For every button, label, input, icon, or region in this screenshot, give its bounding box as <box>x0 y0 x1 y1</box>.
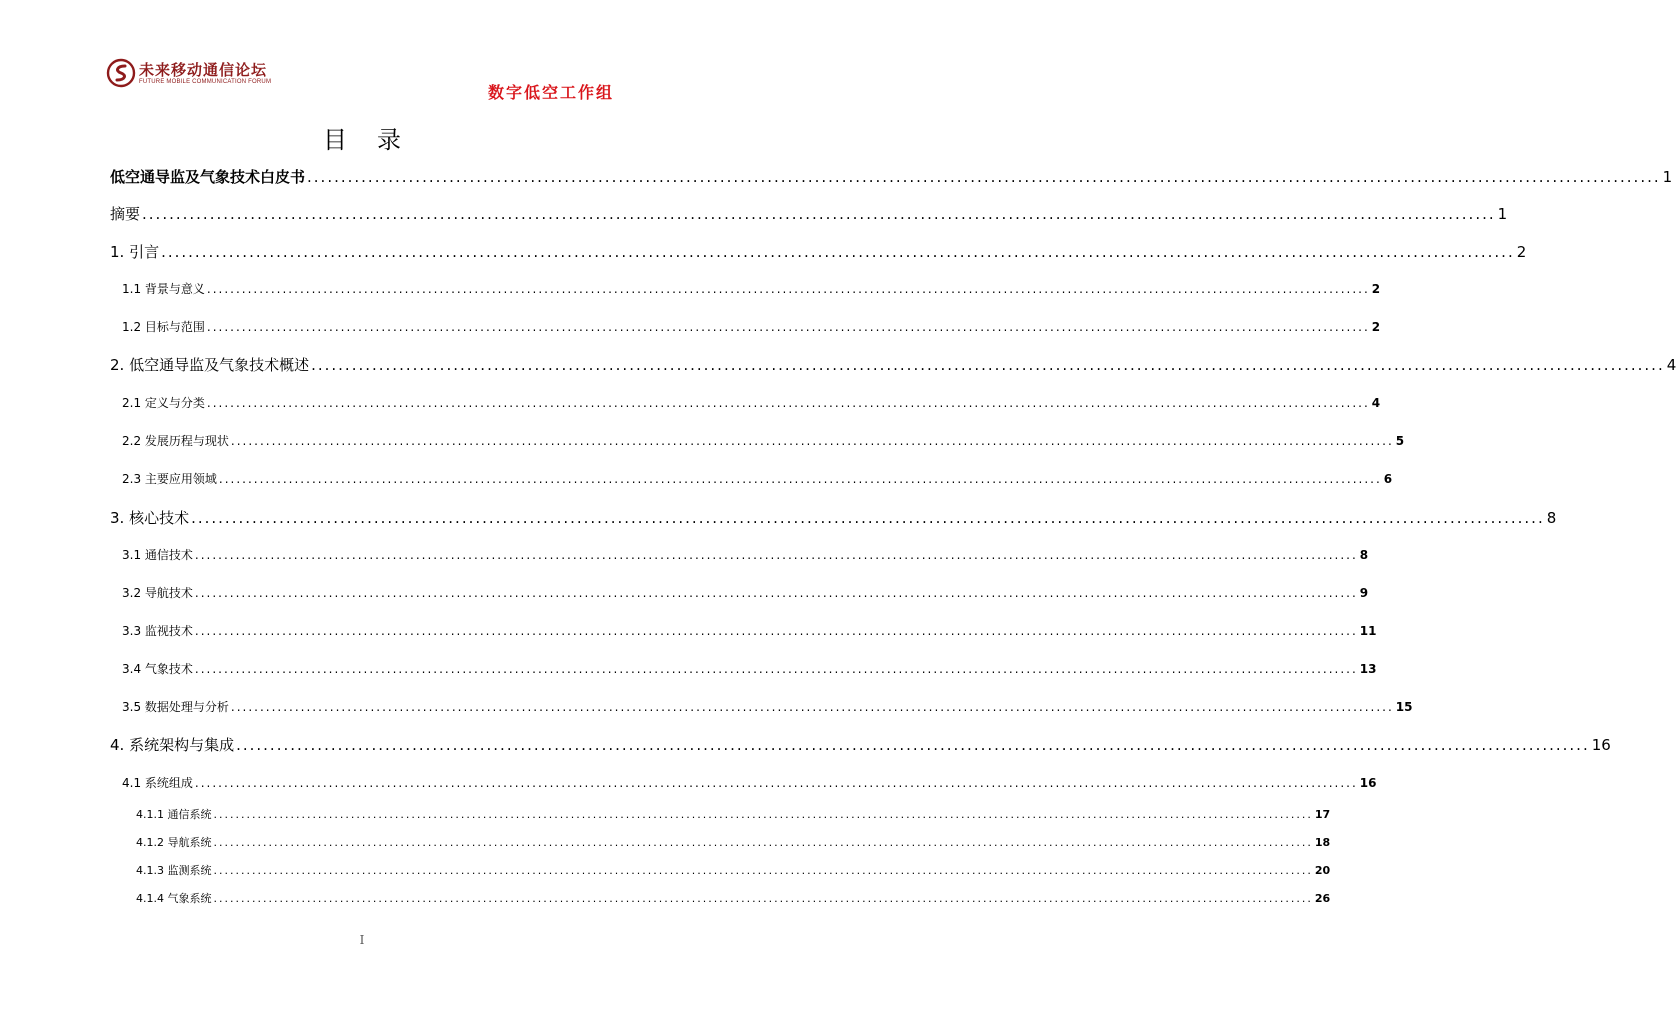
toc-entry-page: 1 <box>1662 168 1673 186</box>
forum-logo <box>106 58 306 94</box>
toc-entry-page: 4 <box>1666 356 1676 374</box>
logo-chinese-name: 未来移动通信论坛 <box>139 61 268 79</box>
toc-entry-label: 1.1 背景与意义 <box>122 282 205 296</box>
toc-entry-label: 3.5 数据处理与分析 <box>122 700 229 714</box>
toc-entry-page: 9 <box>1359 586 1369 600</box>
toc-entry[interactable] <box>136 834 1331 850</box>
toc-entry-label: 3.1 通信技术 <box>122 548 193 562</box>
toc-dot-leader: ........................................................................................................................................................................................................ <box>206 282 1370 296</box>
toc-entry[interactable] <box>136 890 1331 906</box>
toc-entry[interactable] <box>122 280 1381 297</box>
toc-entry-page: 1 <box>1497 205 1508 223</box>
toc-entry[interactable] <box>110 203 1508 224</box>
toc-entry[interactable] <box>110 166 1673 187</box>
toc-entry-page: 4 <box>1371 396 1381 410</box>
toc-title: 目录 <box>323 126 431 154</box>
toc-entry[interactable] <box>136 862 1331 878</box>
toc-dot-leader: ........................................................................................................................................................................................................ <box>307 168 1661 186</box>
toc-entry-label: 4.1.1 通信系统 <box>136 808 212 821</box>
toc-entry[interactable] <box>110 241 1527 262</box>
toc-entry[interactable] <box>122 774 1377 791</box>
toc-entry-page: 13 <box>1359 662 1377 676</box>
toc-dot-leader: ........................................................................................................................................................................................................ <box>194 586 1358 600</box>
toc-entry-page: 5 <box>1395 434 1405 448</box>
toc-entry-page: 16 <box>1359 776 1377 790</box>
toc-entry[interactable] <box>122 622 1377 639</box>
toc-entry[interactable] <box>122 584 1369 601</box>
toc-entry[interactable] <box>110 734 1611 755</box>
toc-dot-leader: ........................................................................................................................................................................................................ <box>194 548 1358 562</box>
toc-entry-page: 6 <box>1383 472 1393 486</box>
toc-entry[interactable] <box>122 318 1381 335</box>
toc-entry[interactable] <box>122 394 1381 411</box>
toc-entry-label: 2. 低空通导监及气象技术概述 <box>110 356 310 374</box>
toc-entry-page: 8 <box>1546 509 1557 527</box>
toc-entry-label: 2.3 主要应用领域 <box>122 472 217 486</box>
toc-dot-leader: ........................................................................................................................................................................................................ <box>213 836 1313 849</box>
toc-entry-label: 1. 引言 <box>110 243 160 261</box>
toc-entry[interactable] <box>110 507 1557 528</box>
toc-entry-label: 摘要 <box>110 205 141 223</box>
toc-entry[interactable] <box>122 432 1405 449</box>
page-number: I <box>359 933 365 947</box>
toc-entry[interactable] <box>136 806 1331 822</box>
toc-entry-label: 3. 核心技术 <box>110 509 190 527</box>
toc-entry-label: 1.2 目标与范围 <box>122 320 205 334</box>
toc-entry-label: 3.3 监视技术 <box>122 624 193 638</box>
toc-entry-page: 2 <box>1371 282 1381 296</box>
toc-dot-leader: ........................................................................................................................................................................................................ <box>206 320 1370 334</box>
toc-entry-label: 2.1 定义与分类 <box>122 396 205 410</box>
toc-entry-label: 2.2 发展历程与现状 <box>122 434 229 448</box>
toc-dot-leader: ........................................................................................................................................................................................................ <box>218 472 1382 486</box>
toc-entry[interactable] <box>122 470 1393 487</box>
toc-dot-leader: ........................................................................................................................................................................................................ <box>213 808 1313 821</box>
toc-dot-leader: ........................................................................................................................................................................................................ <box>206 396 1370 410</box>
toc-dot-leader: ........................................................................................................................................................................................................ <box>213 864 1313 877</box>
toc-dot-leader: ........................................................................................................................................................................................................ <box>191 509 1545 527</box>
toc-entry-label: 3.4 气象技术 <box>122 662 193 676</box>
toc-entry-page: 18 <box>1314 836 1331 849</box>
toc-dot-leader: ........................................................................................................................................................................................................ <box>213 892 1313 905</box>
toc-entry-page: 26 <box>1314 892 1331 905</box>
toc-entry-label: 4.1.2 导航系统 <box>136 836 212 849</box>
toc-entry[interactable] <box>122 546 1369 563</box>
toc-entry-page: 16 <box>1591 736 1611 754</box>
toc-entry-label: 4. 系统架构与集成 <box>110 736 235 754</box>
toc-entry-page: 2 <box>1371 320 1381 334</box>
toc-entry-label: 4.1.4 气象系统 <box>136 892 212 905</box>
toc-dot-leader: ........................................................................................................................................................................................................ <box>236 736 1590 754</box>
toc-entry-page: 2 <box>1516 243 1527 261</box>
forum-logo-icon <box>106 58 136 88</box>
toc-dot-leader: ........................................................................................................................................................................................................ <box>194 776 1358 790</box>
toc-dot-leader: ........................................................................................................................................................................................................ <box>311 356 1665 374</box>
toc-dot-leader: ........................................................................................................................................................................................................ <box>142 205 1496 223</box>
toc-dot-leader: ........................................................................................................................................................................................................ <box>230 700 1394 714</box>
toc-entry-label: 低空通导监及气象技术白皮书 <box>110 168 306 186</box>
toc-entry[interactable] <box>110 354 1676 375</box>
toc-dot-leader: ........................................................................................................................................................................................................ <box>230 434 1394 448</box>
toc-entry[interactable] <box>122 660 1377 677</box>
toc-dot-leader: ........................................................................................................................................................................................................ <box>161 243 1515 261</box>
working-group-name: 数字低空工作组 <box>487 83 614 102</box>
toc-entry-page: 17 <box>1314 808 1331 821</box>
logo-english-name: FUTURE MOBILE COMMUNICATION FORUM <box>139 79 272 85</box>
toc-entry[interactable] <box>122 698 1413 715</box>
toc-dot-leader: ........................................................................................................................................................................................................ <box>194 624 1358 638</box>
toc-entry-label: 3.2 导航技术 <box>122 586 193 600</box>
toc-entry-page: 20 <box>1314 864 1331 877</box>
toc-entry-label: 4.1 系统组成 <box>122 776 193 790</box>
toc-entry-page: 11 <box>1359 624 1377 638</box>
toc-entry-page: 15 <box>1395 700 1413 714</box>
toc-entry-label: 4.1.3 监测系统 <box>136 864 212 877</box>
toc-dot-leader: ........................................................................................................................................................................................................ <box>194 662 1358 676</box>
toc-entry-page: 8 <box>1359 548 1369 562</box>
